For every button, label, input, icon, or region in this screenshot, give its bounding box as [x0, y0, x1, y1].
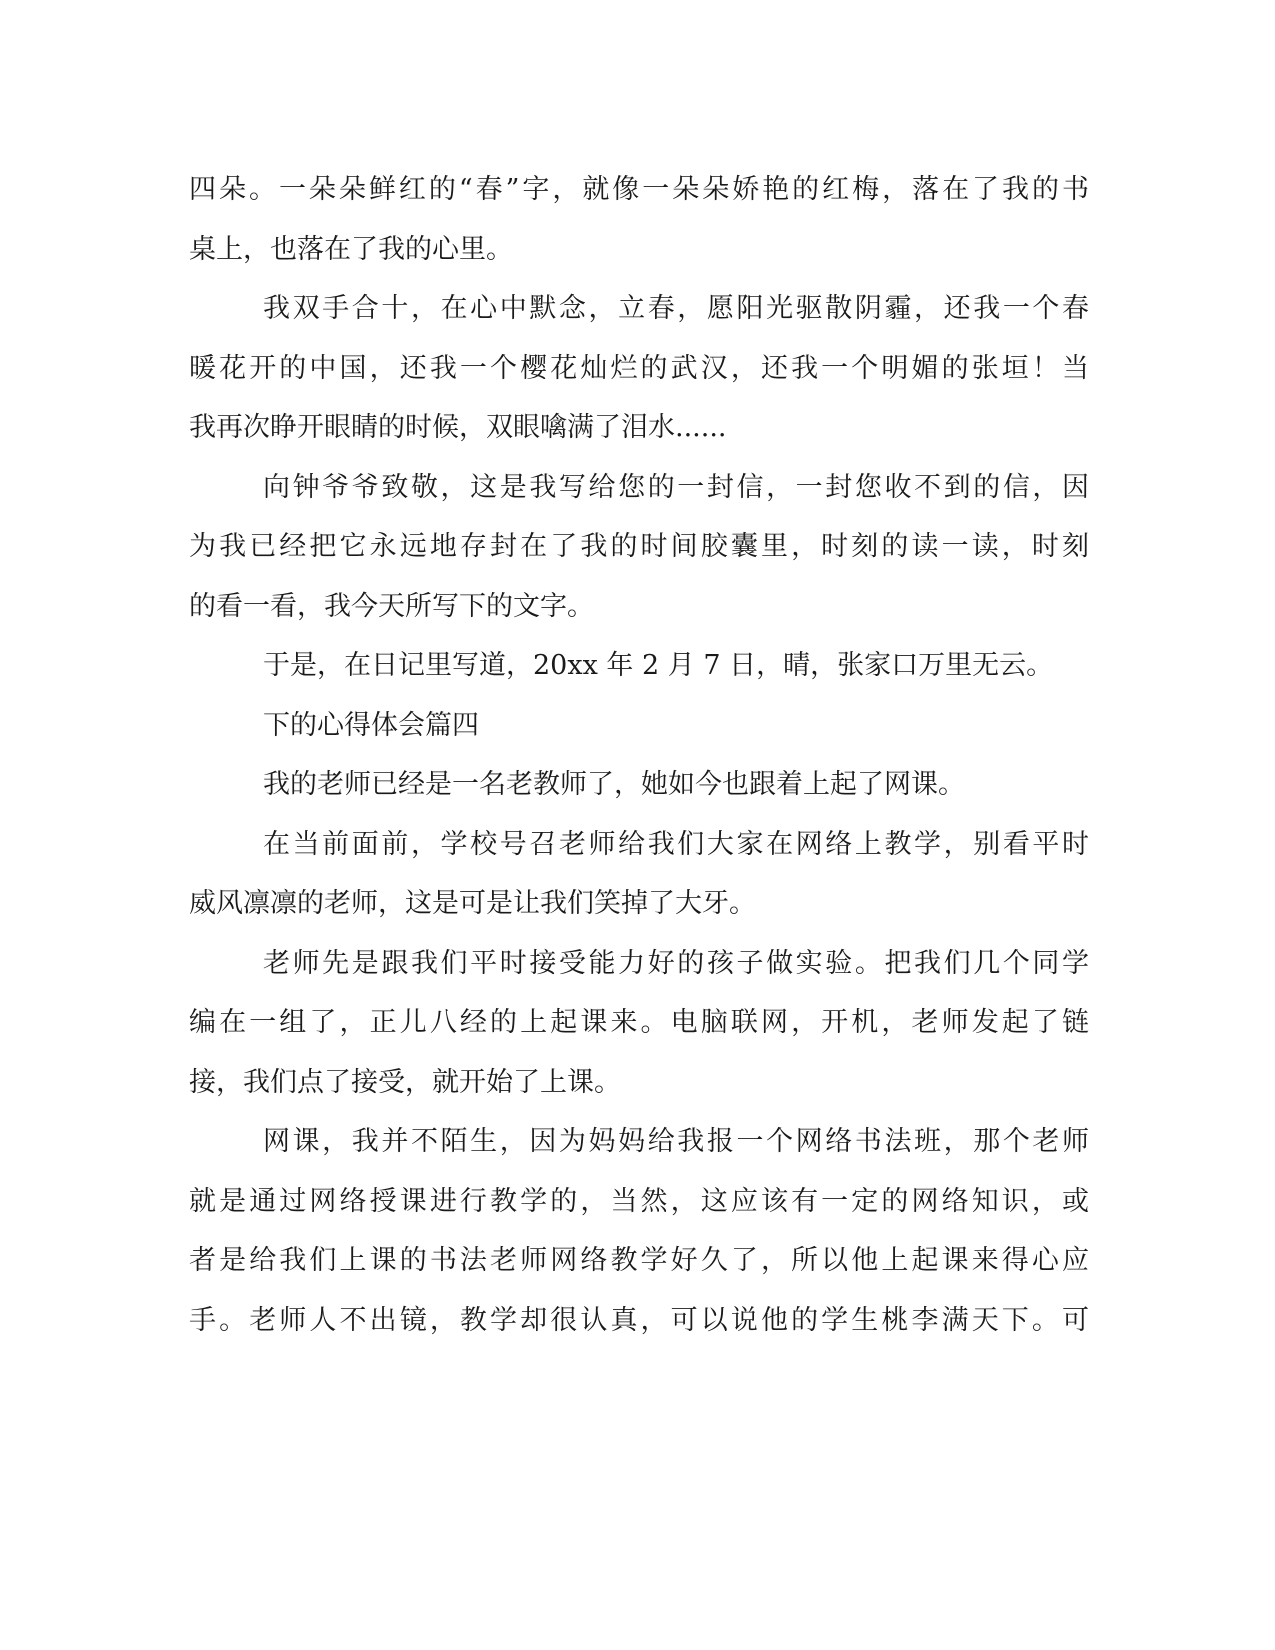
paragraph-start-line: 我双手合十，在心中默念，立春，愿阳光驱散阴霾，还我一个春: [263, 293, 1089, 324]
text-line: 者是给我们上课的书法老师网络教学好久了，所以他上起课来得心应: [189, 1245, 1089, 1276]
text-line: 为我已经把它永远地存封在了我的时间胶囊里，时刻的读一读，时刻: [189, 531, 1089, 562]
paragraph-start-line: 于是，在日记里写道，20xx 年 2 月 7 日，晴，张家口万里无云。: [263, 650, 1054, 681]
text-line: 的看一看，我今天所写下的文字。: [189, 590, 594, 622]
paragraph-start-line: 向钟爷爷致敬，这是我写给您的一封信，一封您收不到的信，因: [263, 471, 1089, 503]
text-line: 桌上，也落在了我的心里。: [189, 233, 513, 265]
text-line: 就是通过网络授课进行教学的，当然，这应该有一定的网络知识，或: [189, 1185, 1089, 1217]
paragraph-start-line: 网课，我并不陌生，因为妈妈给我报一个网络书法班，那个老师: [263, 1126, 1089, 1157]
text-line: 我再次睁开眼睛的时候，双眼噙满了泪水......: [189, 412, 727, 443]
text-line: 手。老师人不出镜，教学却很认真，可以说他的学生桃李满天下。可: [189, 1304, 1089, 1336]
paragraph-start-line: 在当前面前，学校号召老师给我们大家在网络上教学，别看平时: [263, 828, 1089, 860]
text-line: 接，我们点了接受，就开始了上课。: [189, 1066, 621, 1098]
text-line: 编在一组了，正儿八经的上起课来。电脑联网，开机，老师发起了链: [189, 1007, 1089, 1038]
body-text: [189, 160, 1089, 1350]
text-line: 暖花开的中国，还我一个樱花灿烂的武汉，还我一个明媚的张垣！当: [189, 352, 1089, 384]
paragraph-start-line: 老师先是跟我们平时接受能力好的孩子做实验。把我们几个同学: [263, 947, 1089, 979]
text-line: 四朵。一朵朵鲜红的“春”字，就像一朵朵娇艳的红梅，落在了我的书: [189, 174, 1089, 205]
paragraph-start-line: 我的老师已经是一名老教师了，她如今也跟着上起了网课。: [263, 769, 965, 800]
section-heading: 下的心得体会篇四: [263, 709, 479, 741]
text-line: 威风凛凛的老师，这是可是让我们笑掉了大牙。: [189, 888, 756, 919]
